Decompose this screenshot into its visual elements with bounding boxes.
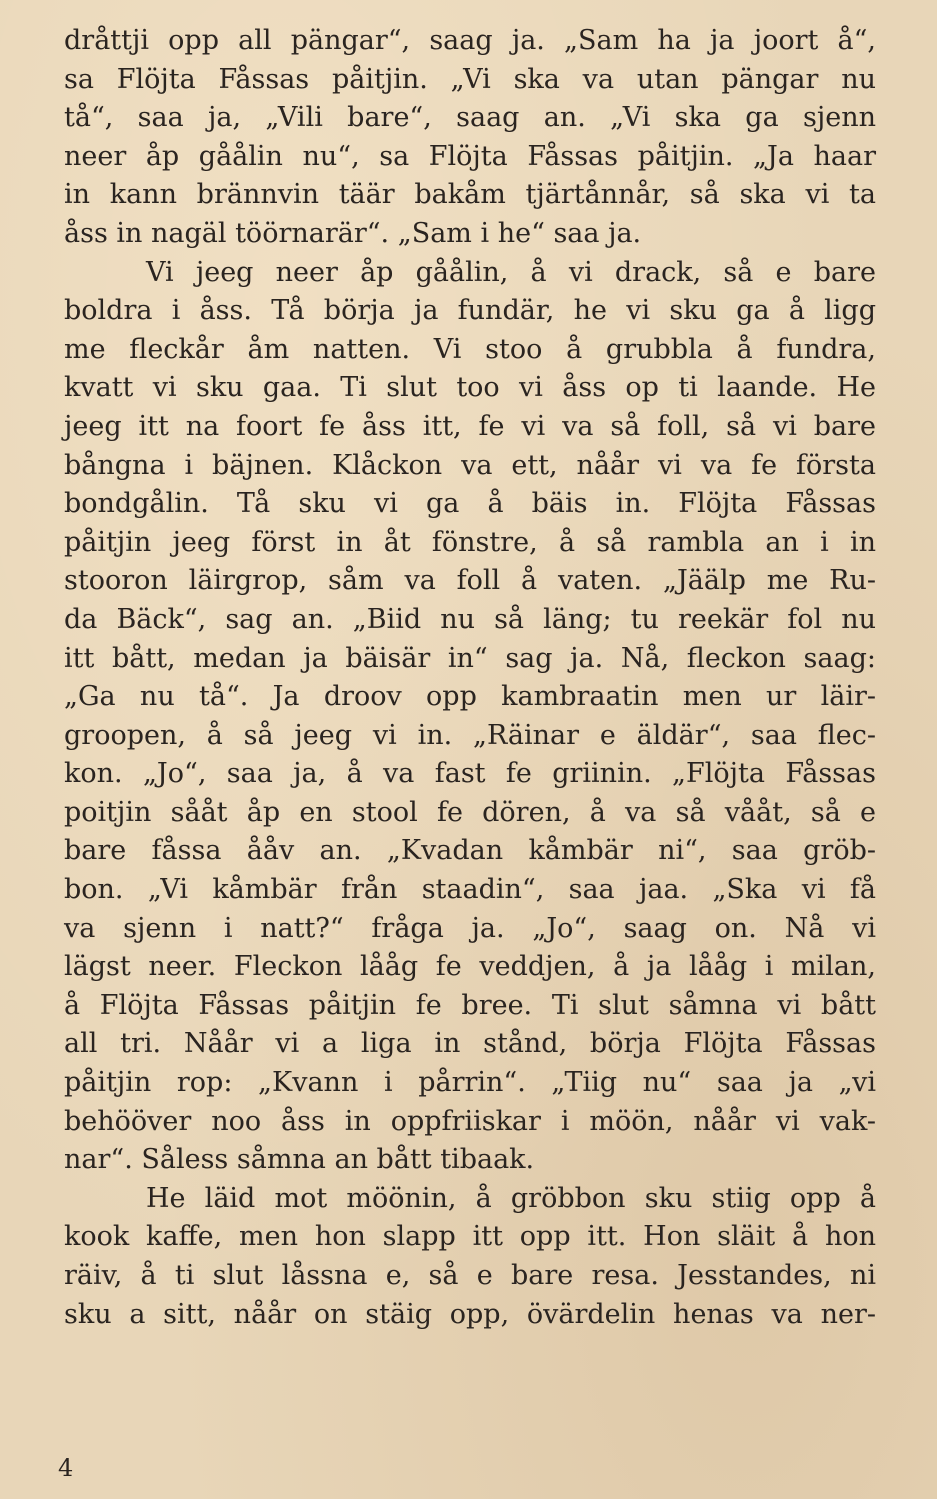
text-line: kook kaffe, men hon slapp itt opp itt. Hon släit å hon [64,1221,876,1253]
text-line: tå“, saa ja, „Vili bare“, saag an. „Vi ska ga sjenn [64,102,876,134]
text-line: stooron läirgrop, såm va foll å vaten. „Jäälp me Ru- [64,565,876,597]
text-line: neer åp gåålin nu“, sa Flöjta Fåssas påitjin. „Ja haar [64,140,876,172]
text-line: räiv, å ti slut låssna e, så e bare resa. Jesstandes, ni [64,1260,876,1291]
text-line: itt bått, medan ja bäisär in“ sag ja. Nå, fleckon saag: [64,642,876,674]
text-line: kon. „Jo“, saa ja, å va fast fe griinin. „Flöjta Fåssas [64,758,876,790]
text-line: da Bäck“, sag an. „Biid nu så läng; tu reekär fol nu [64,603,876,635]
text-line: „Ga nu tå“. Ja droov opp kambraatin men ur läir- [64,681,876,713]
text-line: bångna i bäjnen. Klåckon va ett, nåår vi va fe första [64,449,876,481]
text-line: all tri. Nåår vi a liga in stånd, börja Flöjta Fåssas [64,1028,876,1060]
text-line: poitjin sååt åp en stool fe dören, å va så vååt, så e [64,796,876,828]
text-line: jeeg itt na foort fe åss itt, fe vi va så foll, så vi bare [64,410,876,442]
text-line: påitjin jeeg först in åt fönstre, å så rambla an i in [64,526,876,558]
text-line: sku a sitt, nåår on stäig opp, övärdelin henas va ner- [64,1298,876,1330]
body-text [64,22,876,1334]
text-line: in kann brännvin täär bakåm tjärtånnår, så ska vi ta [64,179,876,211]
text-line: me fleckår åm natten. Vi stoo å grubbla å fundra, [64,333,876,365]
text-line: groopen, å så jeeg vi in. „Räinar e äldär“, saa flec- [64,719,876,751]
page-number: 4 [58,1454,74,1482]
text-line: va sjenn i natt?“ fråga ja. „Jo“, saag on. Nå vi [64,912,876,944]
text-line: nar“. Såless såmna an bått tibaak. [64,1144,535,1176]
text-line: boldra i åss. Tå börja ja fundär, he vi sku ga å ligg [64,295,876,327]
text-line: bondgålin. Tå sku vi ga å bäis in. Flöjta Fåssas [64,488,876,520]
text-line: Vi jeeg neer åp gåålin, å vi drack, så e bare [146,256,876,288]
text-line: å Flöjta Fåssas påitjin fe bree. Ti slut såmna vi bått [64,989,876,1021]
text-line: He läid mot möönin, å gröbbon sku stiig opp å [146,1182,876,1214]
text-line: bare fåssa ååv an. „Kvadan kåmbär ni“, saa gröb- [64,835,876,867]
text-line: bon. „Vi kåmbär från staadin“, saa jaa. „Ska vi få [64,874,876,906]
text-line: lägst neer. Fleckon lååg fe veddjen, å ja lååg i milan, [64,951,876,983]
text-line: påitjin rop: „Kvann i pårrin“. „Tiig nu“ saa ja „vi [64,1067,876,1099]
text-line: dråttji opp all pängar“, saag ja. „Sam ha ja joort å“, [64,25,876,56]
text-line: behööver noo åss in oppfriiskar i möön, nåår vi vak- [64,1105,876,1137]
text-line: kvatt vi sku gaa. Ti slut too vi åss op ti laande. He [64,372,876,404]
text-line: åss in nagäl töörnarär“. „Sam i he“ saa ja. [64,217,642,249]
text-line: sa Flöjta Fåssas påitjin. „Vi ska va utan pängar nu [64,63,876,95]
